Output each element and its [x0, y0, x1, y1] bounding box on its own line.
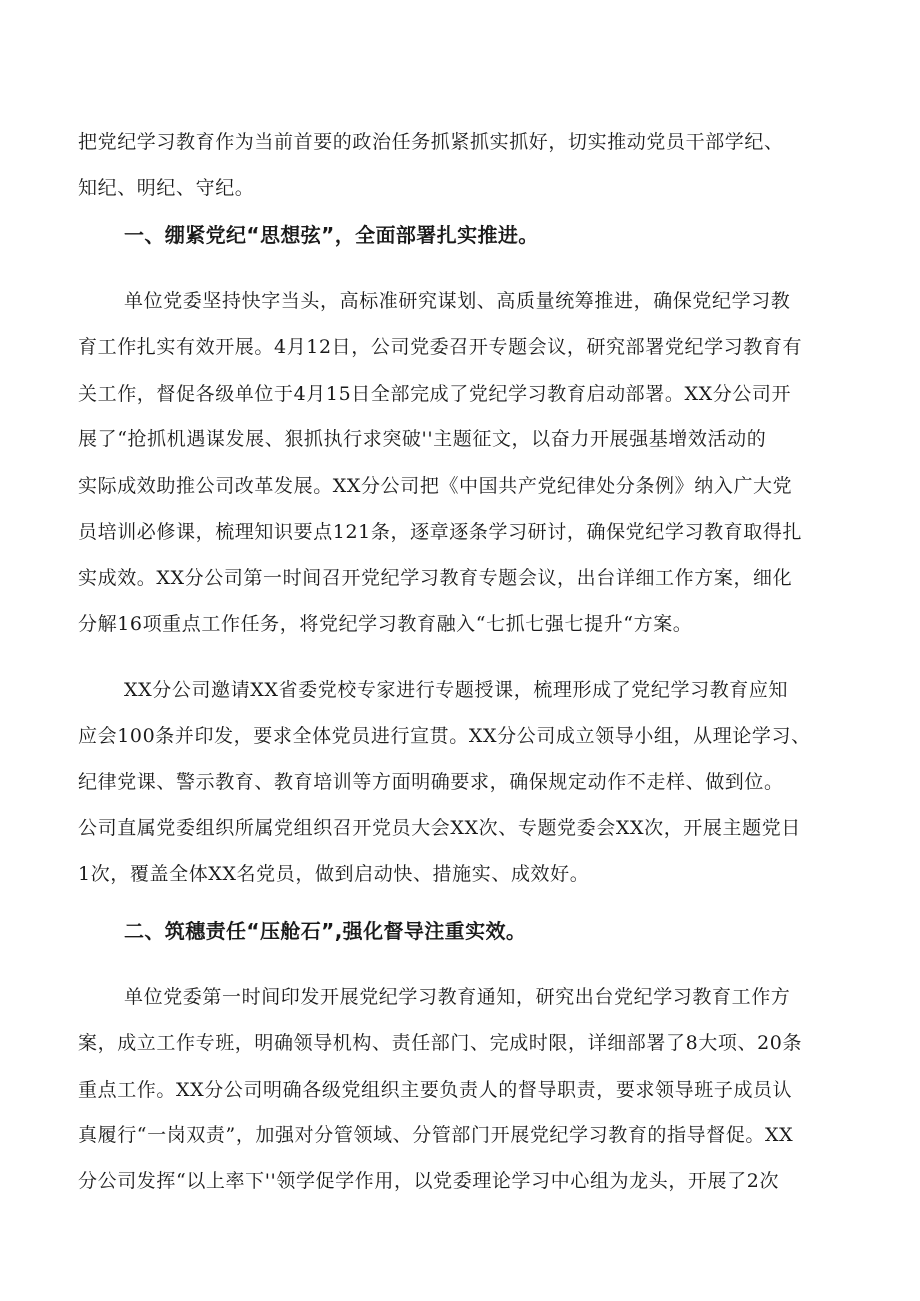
intro-line: 知纪、明纪、守纪。 [78, 177, 255, 199]
paragraph-line: 应会100条并印发，要求全体党员进行宣贯。XX分公司成立领导小组，从理论学习、 [78, 725, 811, 747]
paragraph-line: 纪律党课、警示教育、教育培训等方面明确要求，确保规定动作不走样、做到位。 [78, 771, 784, 793]
paragraph-line: 实成效。XX分公司第一时间召开党纪学习教育专题会议，出台详细工作方案，细化 [78, 567, 793, 589]
paragraph-line: 育工作扎实有效开展。4月12日，公司党委召开专题会议，研究部署党纪学习教育有 [78, 336, 803, 358]
paragraph-line: 单位党委第一时间印发开展党纪学习教育通知，研究出台党纪学习教育工作方 [124, 986, 791, 1008]
paragraph-line: 真履行“一岗双责”，加强对分管领域、分管部门开展党纪学习教育的指导督促。XX [78, 1124, 794, 1146]
paragraph-line: 公司直属党委组织所属党组织召开党员大会XX次、专题党委会XX次，开展主题党日 [78, 817, 801, 839]
paragraph-line: 1次，覆盖全体XX名党员，做到启动快、措施实、成效好。 [78, 863, 590, 885]
paragraph-line: 重点工作。XX分公司明确各级党组织主要负责人的督导职责，要求领导班子成员认 [78, 1079, 793, 1101]
section-2-heading: 二、筑穗责任“压舱石”,强化督导注重实效。 [124, 919, 527, 943]
paragraph-line: 展了“抢抓机遇谋发展、狠抓执行求突破''主题征文，以奋力开展强基增效活动的 [78, 428, 767, 450]
intro-line: 把党纪学习教育作为当前首要的政治任务抓紧抓实抓好，切实推动党员干部学纪、 [78, 131, 784, 153]
paragraph-line: 案，成立工作专班，明确领导机构、责任部门、完成时限，详细部署了8大项、20条 [78, 1032, 803, 1054]
paragraph-line: 实际成效助推公司改革发展。XX分公司把《中国共产党纪律处分条例》纳入广大党 [78, 475, 793, 497]
paragraph-line: 分解16项重点工作任务，将党纪学习教育融入“七抓七强七提升“方案。 [78, 613, 693, 635]
paragraph-line: 单位党委坚持快字当头，高标准研究谋划、高质量统筹推进，确保党纪学习教 [124, 290, 791, 312]
section-1-heading: 一、绷紧党纪“思想弦”，全面部署扎实推进。 [124, 223, 539, 247]
paragraph-line: 分公司发挥“以上率下''领学促学作用，以党委理论学习中心组为龙头，开展了2次 [78, 1170, 780, 1192]
paragraph-line: 员培训必修课，梳理知识要点121条，逐章逐条学习研讨，确保党纪学习教育取得扎 [78, 521, 803, 543]
paragraph-line: XX分公司邀请XX省委党校专家进行专题授课，梳理形成了党纪学习教育应知 [124, 679, 789, 701]
paragraph-line: 关工作，督促各级单位于4月15日全部完成了党纪学习教育启动部署。XX分公司开 [78, 383, 792, 405]
